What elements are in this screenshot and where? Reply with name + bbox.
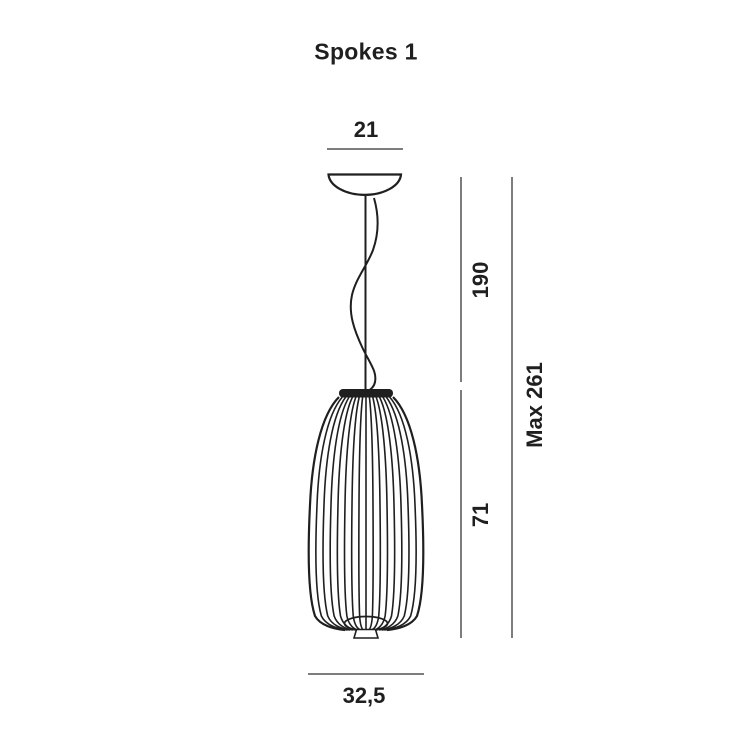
dim-canopy-width-label: 21 bbox=[353, 117, 379, 142]
dim-max-height-line bbox=[511, 177, 513, 638]
dim-shade-height-line bbox=[460, 390, 462, 638]
shade-top-cap bbox=[339, 389, 393, 398]
dim-shade-width-line bbox=[308, 673, 424, 675]
power-cable-wavy bbox=[351, 198, 378, 391]
dim-shade-height-label: 71 bbox=[468, 502, 493, 528]
dim-shade-width-label: 32,5 bbox=[342, 683, 386, 708]
shade-rib bbox=[369, 397, 374, 630]
dim-max-height-label: Max 261 bbox=[522, 362, 547, 448]
bottom-collar bbox=[354, 630, 378, 639]
dim-cable-length-label: 190 bbox=[468, 261, 493, 299]
shade-wire-ribs bbox=[309, 397, 424, 630]
page-title: Spokes 1 bbox=[314, 38, 418, 65]
dim-canopy-width-line bbox=[327, 148, 403, 150]
shade-rib bbox=[359, 397, 364, 630]
dim-cable-length-line bbox=[460, 177, 462, 382]
ceiling-canopy bbox=[329, 175, 402, 195]
